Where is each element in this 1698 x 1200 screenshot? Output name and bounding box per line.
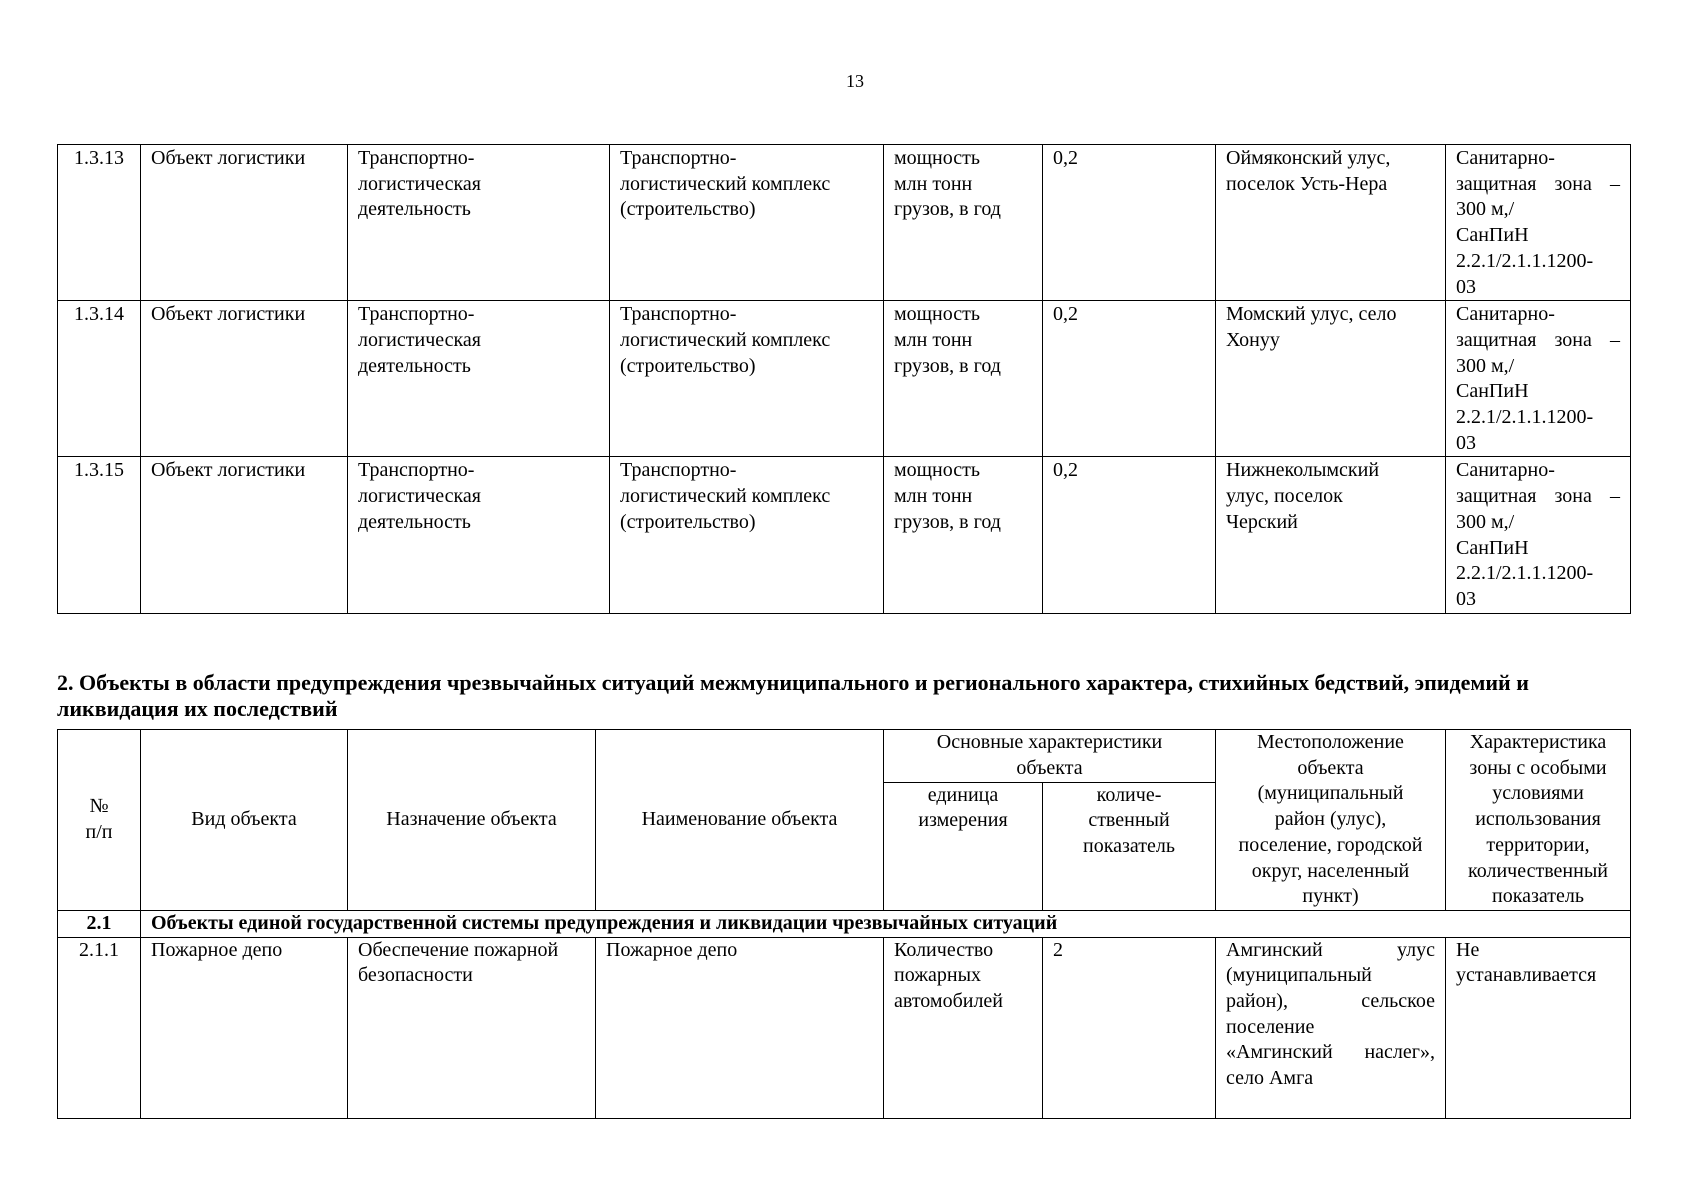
table-row [58,937,1631,1118]
row-unit [884,301,1043,457]
row-unit [884,145,1043,301]
row-zone-line: защитная зона – [1456,172,1620,195]
row-location [1216,457,1446,613]
row-zone-line: СанПиН [1456,380,1529,403]
table-row [58,457,1631,613]
row-unit-line: автомобилей [894,990,1004,1013]
row-type: Объект логистики [141,145,348,301]
row-location-line: (муниципальный [1226,964,1372,987]
subsection-title: Объекты единой государственной системы предупреждения и ликвидации чрезвычайных ситуаций [141,910,1631,937]
row-zone-line: 300 м,/ [1456,198,1515,221]
row-zone [1446,145,1631,301]
header-num-line: п/п [85,820,113,843]
header-location-line: пункт) [1302,885,1359,908]
row-purpose [348,457,610,613]
row-name [610,301,884,457]
row-purpose-line: деятельность [358,510,471,533]
table-row [58,145,1631,301]
row-location [1216,145,1446,301]
row-value: 0,2 [1043,301,1216,457]
header-location-line: поселение, городской [1238,833,1423,856]
table-row [58,301,1631,457]
subsection-num: 2.1 [58,910,141,937]
row-zone [1446,301,1631,457]
row-name-line: (строительство) [620,354,756,377]
row-unit [884,457,1043,613]
header-num-line: № [89,795,109,818]
row-location-line: Хонуу [1226,328,1280,351]
row-num: 1.3.14 [58,301,141,457]
row-value: 0,2 [1043,457,1216,613]
row-purpose [348,301,610,457]
row-name [610,457,884,613]
row-value: 2 [1043,937,1216,1118]
row-name-line: Транспортно- [620,303,737,326]
row-zone [1446,937,1631,1118]
header-unit-line: измерения [918,809,1008,832]
row-unit-line: мощность [894,147,980,169]
row-name-line: логистический комплекс [620,172,831,195]
header-zone-line: использования [1475,808,1601,831]
row-zone-line: 2.2.1/2.1.1.1200- [1456,562,1594,585]
row-location-line: Оймяконский улус, [1226,147,1391,169]
row-location-line: Нижнеколымский [1226,459,1380,482]
row-location [1216,301,1446,457]
row-unit-line: Количество [894,938,994,961]
row-purpose [348,937,596,1118]
row-name-line: Транспортно- [620,147,737,169]
header-characteristics [884,730,1216,783]
header-zone-line: показатель [1492,885,1584,908]
page-number: 13 [846,71,864,91]
header-location-line: (муниципальный [1257,782,1404,805]
header-location-line: район (улус), [1274,808,1387,831]
row-location-line: Черский [1226,510,1298,533]
row-zone-line: 300 м,/ [1456,510,1515,533]
row-value: 0,2 [1043,145,1216,301]
row-name-line: Транспортно- [620,459,737,482]
header-characteristics-line: объекта [1016,756,1083,779]
row-purpose-line: Транспортно- [358,303,475,326]
header-unit [884,782,1043,910]
header-location-line: объекта [1297,756,1364,779]
row-zone-line: 03 [1456,431,1476,454]
row-location-line: улус, поселок [1226,485,1343,508]
row-unit-line: грузов, в год [894,354,1001,377]
header-zone-line: количественный [1468,859,1608,882]
header-zone-line: условиями [1492,782,1584,805]
row-zone-line: Не [1456,938,1480,961]
row-unit-line: млн тонн [894,172,973,195]
row-zone-line: СанПиН [1456,224,1529,247]
header-zone-line: зоны с особыми [1469,756,1607,779]
header-zone [1446,730,1631,911]
header-location [1216,730,1446,911]
row-name-line: логистический комплекс [620,328,831,351]
emergency-objects-table [57,729,1631,1119]
header-quantity-line: количе- [1096,783,1162,806]
row-location-line: «Амгинский наслег», [1226,1041,1435,1064]
header-zone-line: Характеристика [1469,731,1607,753]
row-zone-line: 300 м,/ [1456,354,1515,377]
row-location-line: Момский улус, село [1226,303,1397,326]
row-name-line: (строительство) [620,510,756,533]
row-unit-line: млн тонн [894,485,973,508]
row-zone-line: 2.2.1/2.1.1.1200- [1456,406,1594,429]
header-quantity [1043,782,1216,910]
row-purpose-line: Транспортно- [358,147,475,169]
continuation-table [57,144,1631,614]
row-purpose-line: логистическая [358,328,482,351]
row-location-line: поселение [1226,1015,1315,1038]
header-num [58,730,141,911]
row-unit-line: мощность [894,303,980,326]
row-num: 2.1.1 [58,937,141,1118]
row-type: Пожарное депо [141,937,348,1118]
row-name: Пожарное депо [596,937,884,1118]
row-location-line: Амгинский улус [1226,938,1435,961]
header-purpose: Назначение объекта [348,730,596,911]
row-name-line: (строительство) [620,198,756,221]
row-zone-line: Санитарно- [1456,303,1555,326]
row-type: Объект логистики [141,457,348,613]
row-zone-line: СанПиН [1456,536,1529,559]
row-zone-line: Санитарно- [1456,147,1555,169]
header-quantity-line: ственный [1088,809,1170,832]
row-name-line: логистический комплекс [620,485,831,508]
row-num: 1.3.13 [58,145,141,301]
row-zone-line: 2.2.1/2.1.1.1200- [1456,249,1594,272]
row-unit-line: млн тонн [894,328,973,351]
row-purpose-line: логистическая [358,485,482,508]
row-purpose-line: безопасности [358,964,473,987]
row-unit [884,937,1043,1118]
row-zone-line: защитная зона – [1456,485,1620,508]
row-type: Объект логистики [141,301,348,457]
row-purpose-line: Обеспечение пожарной [358,938,559,961]
header-location-line: округ, населенный [1251,859,1410,882]
header-unit-line: единица [927,783,999,806]
row-purpose-line: Транспортно- [358,459,475,482]
row-unit-line: мощность [894,459,980,482]
row-zone-line: Санитарно- [1456,459,1555,482]
row-num: 1.3.15 [58,457,141,613]
header-name: Наименование объекта [596,730,884,911]
header-characteristics-line: Основные характеристики [936,731,1163,753]
row-purpose-line: деятельность [358,354,471,377]
row-location-line: район), сельское [1226,990,1435,1013]
row-zone [1446,457,1631,613]
row-name [610,145,884,301]
row-location [1216,937,1446,1118]
row-location-line: поселок Усть-Нера [1226,172,1388,195]
row-unit-line: грузов, в год [894,510,1001,533]
row-unit-line: пожарных [894,964,982,987]
row-unit-line: грузов, в год [894,198,1001,221]
row-zone-line: устанавливается [1456,964,1597,987]
header-type: Вид объекта [141,730,348,911]
row-zone-line: 03 [1456,587,1476,610]
row-purpose-line: логистическая [358,172,482,195]
row-purpose-line: деятельность [358,198,471,221]
row-zone-line: 03 [1456,275,1476,298]
section-heading: 2. Объекты в области предупреждения чрезвычайных ситуаций межмуниципального и регионального характера, стихийных бедствий, эпидемий и ликвидация их последствий [57,670,1529,721]
row-location-line: село Амга [1226,1067,1314,1090]
row-zone-line: защитная зона – [1456,328,1620,351]
row-purpose [348,145,610,301]
header-zone-line: территории, [1486,833,1590,856]
header-quantity-line: показатель [1083,834,1175,857]
header-location-line: Местоположение [1257,731,1404,753]
